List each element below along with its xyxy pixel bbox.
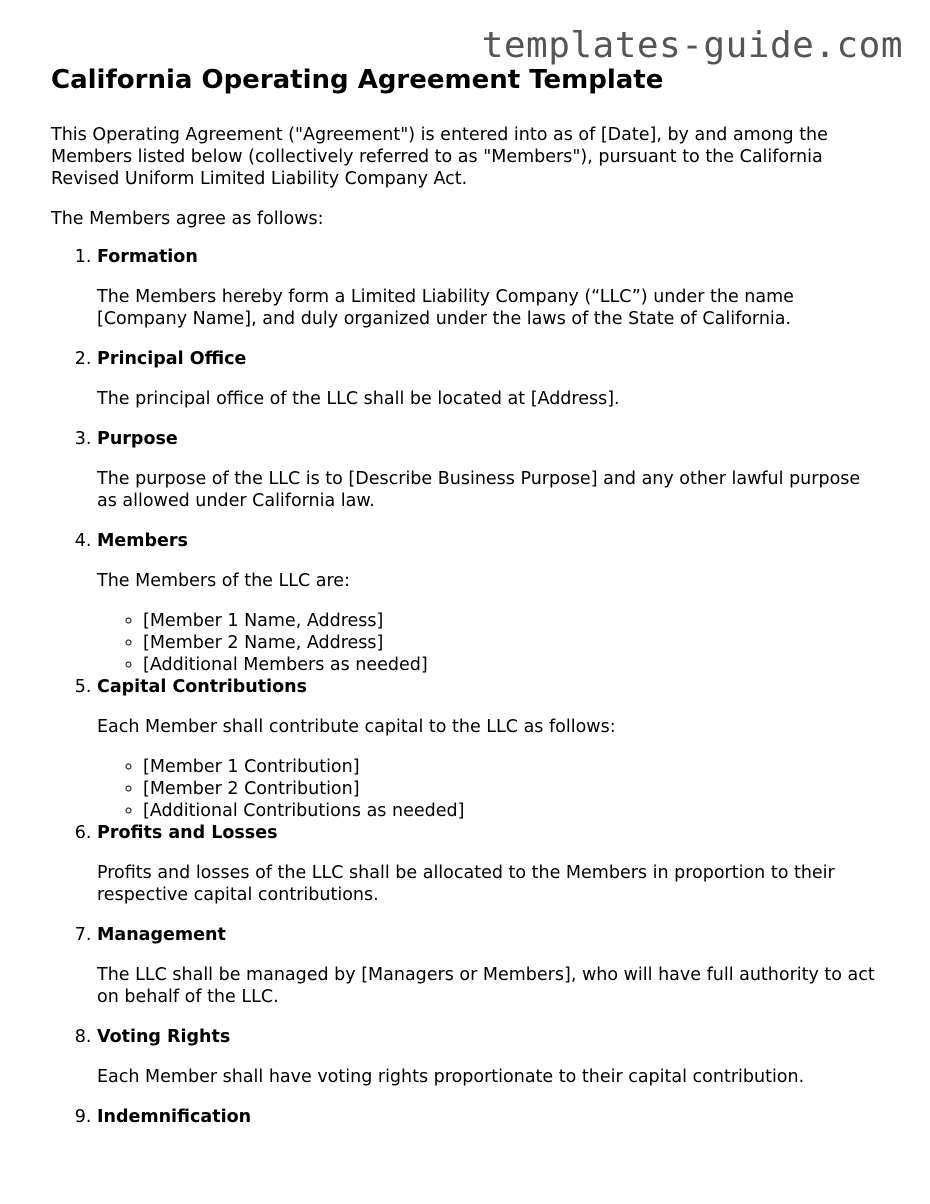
list-item: ◦ [Member 2 Name, Address] [143, 632, 881, 654]
section-management [97, 924, 881, 1008]
section-body: The Members of the LLC are: [97, 571, 350, 591]
list-item: ◦ [Additional Members as needed] [143, 654, 881, 676]
section-purpose [97, 428, 881, 512]
section-body: The Members hereby form a Limited Liability Company (“LLC”) under the name [Company Name], and duly organized under the laws of the State of California. [97, 287, 794, 329]
section-title: Capital Contributions [97, 677, 308, 697]
section-capital-contributions [97, 676, 881, 822]
watermark: templates-guide.com [481, 25, 903, 66]
section-title: Voting Rights [97, 1027, 231, 1047]
section-body: The LLC shall be managed by [Managers or Members], who will have full authority to act on behalf of the LLC. [97, 965, 875, 1007]
section-profits-and-losses [97, 822, 881, 906]
section-title: Indemnification [97, 1107, 252, 1127]
section-title: Principal Office [97, 349, 247, 369]
document-title: California Operating Agreement Template [51, 65, 664, 95]
section-title: Formation [97, 247, 198, 267]
document-page [51, 62, 881, 1146]
list-item: ◦ [Member 2 Contribution] [143, 778, 881, 800]
section-body: The purpose of the LLC is to [Describe Business Purpose] and any other lawful purpose as allowed under California law. [97, 469, 861, 511]
list-item: ◦ [Member 1 Contribution] [143, 756, 881, 778]
section-body: The principal office of the LLC shall be located at [Address]. [97, 389, 620, 409]
section-formation [97, 246, 881, 330]
section-title: Members [97, 531, 188, 551]
members-list [97, 610, 881, 676]
agree-paragraph: The Members agree as follows: [51, 209, 324, 229]
section-title: Purpose [97, 429, 178, 449]
section-members [97, 530, 881, 676]
sections-list [51, 246, 881, 1128]
intro-paragraph: This Operating Agreement ("Agreement") is entered into as of [Date], by and among the Members listed below (collectively referred to as "Members"), pursuant to the California Revised Uniform Limited Liability Company Act. [51, 125, 828, 189]
contributions-list [97, 756, 881, 822]
section-body: Profits and losses of the LLC shall be allocated to the Members in proportion to their respective capital contributions. [97, 863, 835, 905]
section-title: Management [97, 925, 226, 945]
section-voting-rights [97, 1026, 881, 1088]
section-principal-office [97, 348, 881, 410]
section-body: Each Member shall contribute capital to the LLC as follows: [97, 717, 616, 737]
list-item: ◦ [Member 1 Name, Address] [143, 610, 881, 632]
section-body: Each Member shall have voting rights proportionate to their capital contribution. [97, 1067, 805, 1087]
section-title: Profits and Losses [97, 823, 278, 843]
list-item: ◦ [Additional Contributions as needed] [143, 800, 881, 822]
section-indemnification [97, 1106, 881, 1128]
